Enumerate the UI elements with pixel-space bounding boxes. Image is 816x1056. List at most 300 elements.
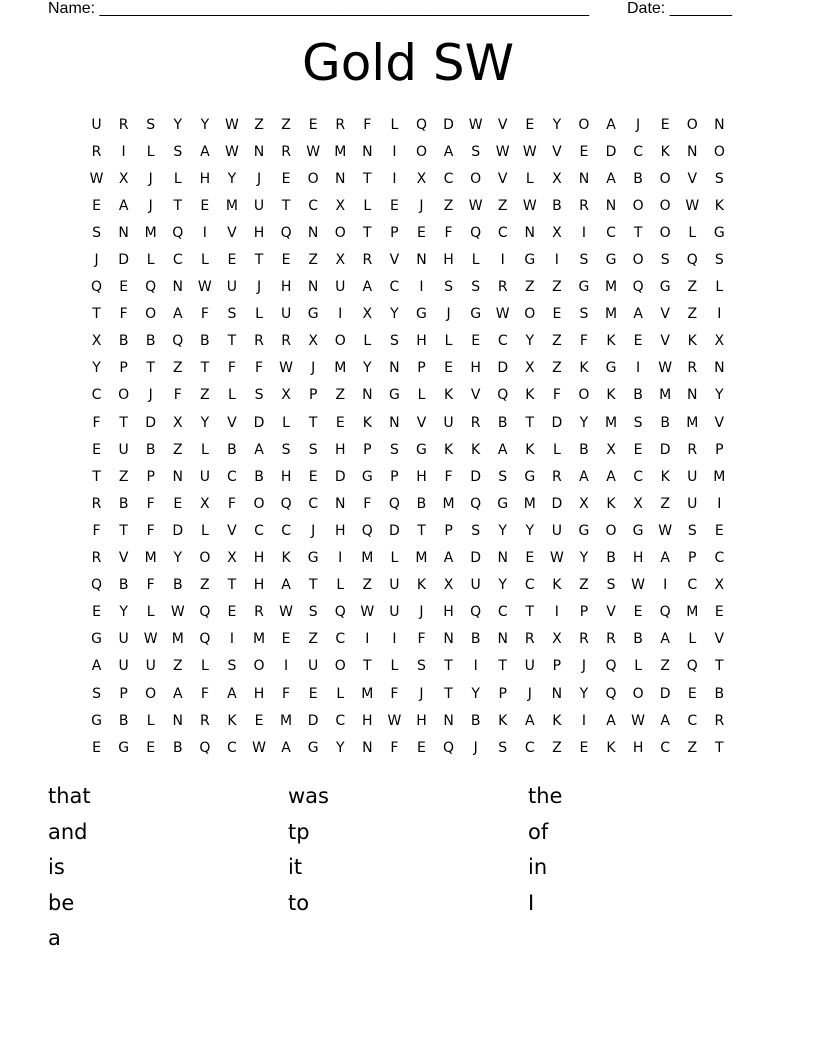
grid-letter: Q [605, 685, 617, 702]
grid-letter: O [578, 116, 590, 133]
grid-letter: L [417, 387, 426, 404]
grid-letter: V [227, 414, 237, 431]
grid-letter: E [92, 441, 101, 458]
grid-letter: R [552, 468, 562, 485]
grid-letter: B [606, 550, 616, 567]
grid-letter: E [92, 197, 101, 214]
grid-letter: L [146, 604, 155, 621]
grid-letter: B [118, 712, 129, 729]
grid-letter: C [308, 495, 319, 512]
grid-letter: T [525, 604, 535, 621]
grid-letter: V [660, 306, 670, 323]
grid-letter: K [281, 550, 291, 567]
grid-row [83, 165, 733, 192]
grid-letter: A [172, 685, 183, 702]
grid-letter: E [417, 739, 426, 756]
grid-letter: O [659, 224, 671, 241]
grid-letter: W [170, 604, 185, 621]
grid-letter: D [389, 522, 400, 539]
grid-letter: L [390, 658, 399, 675]
grid-letter: Y [579, 414, 589, 431]
grid-letter: D [659, 685, 671, 702]
grid-letter: N [687, 143, 698, 160]
grid-letter: J [419, 604, 424, 621]
grid-letter: J [311, 360, 316, 377]
grid-letter: Q [415, 116, 427, 133]
grid-letter: I [717, 495, 722, 512]
grid-letter: P [390, 468, 399, 485]
grid-letter: A [660, 550, 670, 567]
grid-letter: H [632, 739, 644, 756]
grid-letter: Q [605, 658, 617, 675]
grid-letter: A [606, 170, 616, 187]
grid-letter: K [687, 333, 697, 350]
grid-letter: G [605, 252, 617, 269]
grid-letter: E [254, 712, 264, 729]
grid-letter: T [715, 739, 724, 756]
grid-letter: E [633, 441, 643, 458]
grid-letter: T [92, 306, 101, 323]
grid-letter: R [91, 550, 102, 567]
grid-letter: W [197, 279, 212, 296]
grid-letter: R [91, 143, 102, 160]
grid-letter: W [631, 577, 646, 594]
grid-letter: D [443, 116, 454, 133]
grid-letter: C [524, 577, 535, 594]
grid-letter: T [498, 658, 507, 675]
grid-letter: E [552, 306, 562, 323]
grid-letter: E [525, 116, 535, 133]
grid-letter: S [254, 387, 264, 404]
grid-letter: Z [172, 658, 183, 675]
grid-letter: Z [660, 495, 670, 512]
grid-letter: N [443, 631, 454, 648]
grid-letter: V [606, 604, 616, 621]
grid-letter: T [633, 224, 643, 241]
grid-row [83, 490, 733, 517]
grid-letter: Y [579, 550, 589, 567]
grid-letter: Q [199, 631, 211, 648]
grid-letter: O [632, 685, 644, 702]
grid-letter: S [173, 143, 183, 160]
grid-letter: I [717, 306, 722, 323]
grid-letter: X [552, 631, 562, 648]
grid-letter: U [335, 279, 346, 296]
grid-letter: Q [686, 658, 698, 675]
grid-letter: A [443, 143, 454, 160]
grid-letter: V [470, 387, 481, 404]
grid-letter: F [282, 685, 291, 702]
grid-letter: A [443, 550, 454, 567]
grid-letter: V [497, 170, 508, 187]
grid-letter: J [148, 170, 153, 187]
grid-letter: I [554, 252, 559, 269]
word-list-item: was [288, 784, 329, 808]
grid-letter: Q [91, 577, 103, 594]
grid-letter: Z [579, 577, 589, 594]
grid-letter: B [497, 414, 508, 431]
grid-letter: E [308, 685, 318, 702]
grid-letter: A [497, 441, 508, 458]
grid-letter: E [714, 522, 724, 539]
grid-letter: B [416, 495, 427, 512]
grid-letter: T [281, 197, 291, 214]
grid-letter: C [633, 143, 643, 160]
grid-letter: N [551, 685, 563, 702]
grid-letter: E [119, 279, 129, 296]
grid-letter: C [524, 739, 535, 756]
grid-letter: A [579, 468, 589, 485]
grid-letter: G [361, 468, 373, 485]
grid-letter: N [118, 224, 129, 241]
grid-letter: Q [361, 522, 373, 539]
grid-letter: L [200, 441, 209, 458]
word-list-item: and [48, 819, 88, 844]
grid-letter: O [118, 387, 130, 404]
grid-letter: H [334, 522, 346, 539]
grid-letter: L [525, 170, 534, 187]
grid-letter: V [118, 550, 129, 567]
grid-letter: L [634, 658, 642, 675]
grid-letter: I [392, 143, 397, 160]
grid-letter: L [390, 550, 399, 567]
grid-letter: O [334, 658, 346, 675]
grid-letter: N [362, 143, 373, 160]
grid-letter: G [307, 306, 319, 323]
grid-letter: Q [172, 333, 184, 350]
grid-row [83, 246, 733, 273]
grid-letter: T [254, 252, 264, 269]
grid-letter: E [281, 252, 291, 269]
grid-letter: Q [145, 279, 157, 296]
grid-letter: M [144, 550, 157, 567]
grid-letter: R [606, 631, 616, 648]
grid-letter: G [416, 441, 427, 458]
grid-letter: J [581, 658, 587, 675]
grid-letter: P [390, 224, 399, 241]
grid-letter: R [524, 631, 535, 648]
grid-letter: T [92, 468, 101, 485]
grid-letter: G [91, 712, 102, 729]
grid-letter: R [118, 116, 129, 133]
grid-letter: C [633, 468, 643, 485]
grid-letter: J [148, 387, 153, 404]
grid-letter: Y [390, 306, 399, 323]
grid-letter: X [633, 495, 643, 512]
grid-letter: H [253, 550, 265, 567]
grid-row [83, 653, 733, 680]
grid-letter: B [118, 333, 129, 350]
grid-letter: V [714, 631, 725, 648]
grid-letter: F [444, 468, 453, 485]
grid-letter: L [146, 712, 155, 729]
grid-letter: Y [200, 414, 210, 431]
grid-letter: O [632, 252, 644, 269]
grid-letter: Y [471, 685, 480, 702]
grid-letter: F [146, 495, 155, 512]
grid-letter: G [578, 522, 590, 539]
grid-letter: I [284, 658, 289, 675]
grid-letter: Q [686, 252, 698, 269]
grid-letter: U [551, 522, 562, 539]
grid-letter: Q [199, 604, 211, 621]
grid-letter: K [660, 468, 670, 485]
grid-letter: W [306, 143, 321, 160]
grid-letter: X [118, 170, 129, 187]
word-list-item: the [528, 784, 563, 808]
grid-letter: A [118, 197, 129, 214]
grid-letter: E [335, 414, 345, 431]
grid-row [83, 572, 733, 599]
grid-letter: N [172, 468, 184, 485]
grid-letter: W [225, 143, 239, 160]
grid-letter: M [280, 712, 293, 729]
grid-letter: T [444, 685, 453, 702]
grid-letter: Q [280, 495, 292, 512]
grid-letter: B [470, 712, 481, 729]
grid-letter: N [443, 712, 454, 729]
word-list-item: tp [288, 819, 310, 844]
grid-letter: X [552, 170, 562, 187]
grid-letter: T [227, 577, 237, 594]
grid-letter: D [551, 414, 563, 431]
grid-letter: C [714, 550, 725, 567]
grid-letter: H [199, 170, 211, 187]
grid-letter: I [581, 224, 587, 241]
grid-letter: L [552, 441, 561, 458]
grid-letter: J [527, 685, 532, 702]
grid-letter: N [416, 252, 427, 269]
grid-letter: U [226, 279, 238, 296]
grid-letter: A [281, 577, 291, 594]
grid-letter: R [579, 197, 589, 214]
grid-letter: N [578, 170, 590, 187]
grid-letter: A [254, 441, 264, 458]
grid-letter: O [199, 550, 211, 567]
grid-letter: U [687, 495, 698, 512]
grid-letter: S [417, 658, 426, 675]
grid-letter: W [631, 712, 646, 729]
grid-letter: H [632, 550, 644, 567]
grid-letter: D [605, 143, 617, 160]
grid-letter: W [143, 631, 158, 648]
grid-letter: T [308, 577, 318, 594]
grid-letter: X [200, 495, 210, 512]
grid-letter: W [685, 197, 700, 214]
grid-letter: P [146, 468, 155, 485]
grid-letter: C [335, 712, 346, 729]
grid-letter: I [338, 550, 343, 567]
grid-letter: W [279, 360, 293, 377]
grid-letter: L [390, 116, 399, 133]
grid-letter: K [498, 712, 508, 729]
grid-letter: P [552, 658, 562, 675]
grid-letter: Z [552, 739, 562, 756]
grid-letter: N [362, 387, 373, 404]
grid-letter: T [119, 522, 128, 539]
grid-letter: I [392, 631, 397, 648]
grid-letter: C [497, 604, 508, 621]
grid-letter: Z [362, 577, 373, 594]
grid-letter: G [91, 631, 102, 648]
grid-letter: V [389, 252, 400, 269]
grid-letter: E [92, 739, 101, 756]
grid-row [83, 545, 733, 572]
grid-letter: N [497, 550, 508, 567]
grid-letter: E [579, 143, 589, 160]
grid-letter: W [225, 116, 239, 133]
grid-letter: H [443, 252, 454, 269]
grid-letter: A [606, 116, 616, 133]
grid-letter: T [417, 522, 426, 539]
grid-letter: K [606, 739, 616, 756]
grid-letter: B [552, 197, 562, 214]
grid-letter: F [254, 360, 264, 377]
grid-row [83, 707, 733, 734]
grid-letter: B [633, 387, 643, 404]
grid-letter: R [497, 279, 508, 296]
grid-letter: B [633, 631, 643, 648]
word-list-item: that [48, 784, 91, 808]
word-list-item: to [288, 890, 310, 915]
grid-letter: C [308, 197, 319, 214]
grid-letter: S [92, 224, 101, 241]
grid-letter: A [227, 685, 237, 702]
grid-letter: Z [254, 116, 264, 133]
grid-letter: Z [552, 360, 562, 377]
grid-letter: F [173, 387, 182, 404]
grid-letter: G [524, 468, 536, 485]
grid-letter: L [471, 252, 480, 269]
grid-letter: I [419, 279, 424, 296]
grid-letter: Y [579, 685, 589, 702]
grid-letter: S [308, 441, 318, 458]
word-list-item: a [48, 926, 61, 951]
grid-letter: N [172, 279, 184, 296]
grid-letter: Y [498, 522, 507, 539]
grid-letter: C [497, 224, 508, 241]
grid-letter: B [227, 441, 237, 458]
grid-letter: F [390, 739, 399, 756]
grid-letter: N [389, 360, 400, 377]
grid-letter: L [444, 333, 453, 350]
grid-letter: D [334, 468, 346, 485]
grid-letter: E [579, 739, 589, 756]
grid-letter: Y [525, 333, 535, 350]
grid-letter: B [470, 631, 481, 648]
grid-letter: V [714, 414, 725, 431]
grid-row [83, 599, 733, 626]
grid-letter: A [200, 143, 210, 160]
grid-letter: D [172, 522, 184, 539]
grid-letter: T [119, 414, 128, 431]
grid-letter: N [362, 739, 373, 756]
grid-letter: F [92, 522, 101, 539]
grid-letter: K [443, 441, 454, 458]
grid-letter: U [91, 116, 102, 133]
grid-letter: B [633, 170, 643, 187]
grid-letter: S [146, 116, 156, 133]
grid-letter: I [500, 252, 505, 269]
grid-letter: G [497, 495, 509, 512]
grid-letter: F [227, 495, 236, 512]
grid-letter: O [686, 116, 698, 133]
grid-letter: U [308, 658, 319, 675]
grid-letter: S [389, 333, 399, 350]
grid-letter: Y [92, 360, 101, 377]
grid-letter: I [473, 658, 478, 675]
grid-letter: M [442, 495, 455, 512]
grid-letter: H [470, 360, 481, 377]
grid-letter: O [524, 306, 536, 323]
grid-letter: I [636, 360, 641, 377]
grid-letter: E [308, 116, 318, 133]
grid-letter: S [444, 279, 453, 296]
grid-letter: Y [173, 116, 183, 133]
grid-letter: Q [172, 224, 184, 241]
grid-letter: F [552, 387, 561, 404]
grid-letter: S [308, 604, 318, 621]
grid-letter: O [605, 522, 617, 539]
grid-letter: X [362, 306, 373, 323]
grid-letter: V [416, 414, 427, 431]
grid-letter: I [554, 604, 559, 621]
grid-letter: F [146, 577, 155, 594]
word-list-item: it [288, 855, 303, 880]
grid-letter: R [91, 495, 102, 512]
grid-letter: Z [687, 306, 698, 323]
grid-row [83, 626, 733, 653]
grid-letter: F [363, 495, 372, 512]
grid-letter: R [362, 252, 373, 269]
grid-letter: D [118, 252, 129, 269]
grid-letter: J [94, 252, 99, 269]
grid-letter: U [280, 306, 292, 323]
grid-letter: U [687, 468, 698, 485]
grid-letter: M [252, 631, 266, 648]
grid-letter: U [253, 197, 265, 214]
grid-letter: Z [172, 360, 183, 377]
grid-letter: O [659, 197, 671, 214]
grid-letter: P [308, 387, 318, 404]
grid-letter: K [552, 712, 562, 729]
grid-letter: T [308, 414, 318, 431]
grid-letter: G [307, 550, 319, 567]
grid-letter: S [687, 522, 697, 539]
grid-letter: M [334, 360, 347, 377]
grid-letter: G [713, 224, 725, 241]
grid-letter: V [687, 170, 698, 187]
grid-letter: M [523, 495, 536, 512]
grid-letter: X [308, 333, 318, 350]
grid-letter: P [579, 604, 589, 621]
grid-letter: R [254, 604, 264, 621]
grid-letter: H [443, 604, 454, 621]
grid-letter: M [361, 550, 374, 567]
grid-letter: U [524, 658, 535, 675]
grid-row [83, 517, 733, 544]
grid-letter: Q [388, 495, 400, 512]
grid-letter: M [361, 685, 374, 702]
grid-letter: E [92, 604, 101, 621]
grid-letter: Q [470, 224, 482, 241]
grid-letter: X [416, 170, 427, 187]
grid-letter: L [363, 333, 372, 350]
grid-letter: N [714, 116, 725, 133]
grid-letter: C [660, 739, 671, 756]
grid-letter: J [256, 170, 262, 187]
grid-letter: Q [497, 387, 509, 404]
